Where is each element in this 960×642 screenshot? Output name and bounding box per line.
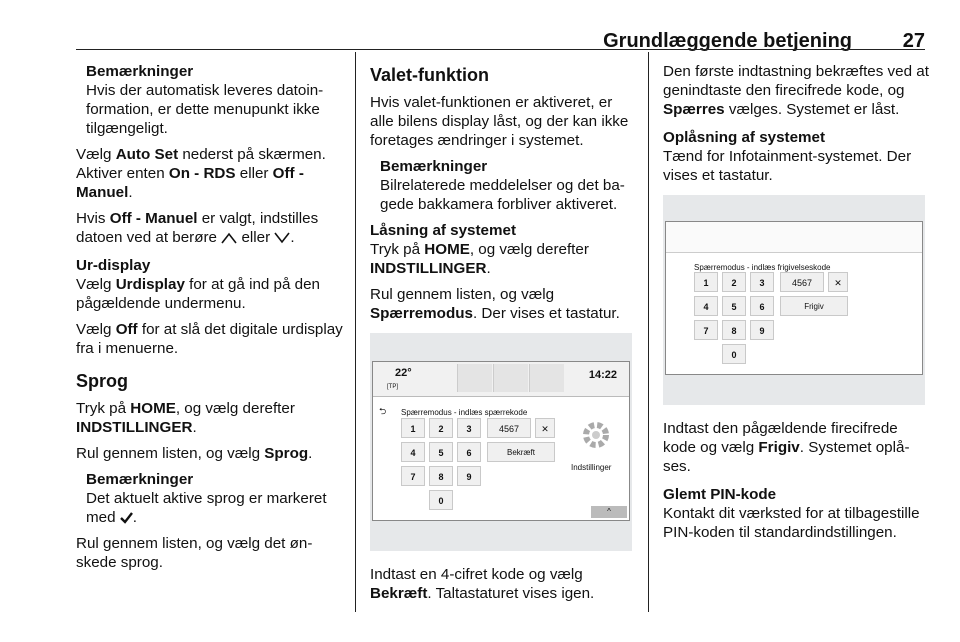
release-button[interactable]: Frigiv [780,296,848,316]
subheading: Oplåsning af systemet [663,129,826,146]
key[interactable]: 9 [750,320,774,340]
key[interactable]: 1 [401,418,425,438]
music-icon[interactable] [457,364,492,392]
lock-screen-figure [370,333,632,551]
key[interactable]: 8 [722,320,746,340]
status-bar [373,362,629,397]
column-divider [355,52,356,612]
column-1 [76,62,346,579]
column-3 [663,62,929,549]
column-divider [648,52,649,612]
subheading: Låsning af systemet [370,222,517,239]
note-box [76,470,346,527]
paragraph: Rul gennem listen, og vælg Sprog. [76,445,313,462]
collapse-icon[interactable]: ^ [591,506,627,518]
key[interactable]: 6 [457,442,481,462]
section-heading: Sprog [76,371,128,391]
chevron-down-icon [274,232,290,244]
key[interactable]: 3 [457,418,481,438]
checkmark-icon [120,512,133,524]
paragraph: Indtast en 4-cifret kode og vælg Bekræft. Taltastaturet vises igen. [370,566,595,602]
key[interactable]: 8 [429,466,453,486]
paragraph: Tænd for Infotainment-systemet. Der vises et tastatur. [663,148,912,184]
note-text: Bilrelaterede meddelelser og det bagede bakkamera forbliver aktiveret. [380,177,625,213]
code-display: 4567 [780,272,824,292]
note-text: Hvis der automatisk leveres datoinformation, er dette menupunkt ikke tilgængeligt. [86,82,324,137]
note-box [76,62,346,138]
paragraph: Vælg Urdisplay for at gå ind på den pågældende undermenu. [76,276,321,312]
paragraph: Vælg Off for at slå det digitale urdisplay fra i menuerne. [76,321,343,357]
temperature: 22° [395,367,412,379]
key[interactable]: 7 [401,466,425,486]
paragraph: Hvis valet-funktionen er aktiveret, er alle bilens display låst, og der kan ikke foretages ændringer i systemet. [370,94,629,149]
key[interactable]: 4 [401,442,425,462]
key[interactable]: 0 [722,344,746,364]
paragraph: Rul gennem listen, og vælg det ønskede sprog. [76,535,313,571]
note-box [370,157,634,214]
screen-title: Spærremodus - indlæs spærrekode [401,408,528,417]
settings-label[interactable]: Indstillinger [571,463,612,472]
delete-button[interactable]: ✕ [828,272,848,292]
paragraph: Hvis Off - Manuel er valgt, indstilles datoen ved at berøre eller . [76,210,319,246]
infotainment-screen [665,221,923,375]
paragraph: Vælg Auto Set nederst på skærmen. Aktiver enten On - RDS eller Off - Manuel. [76,146,326,201]
key[interactable]: 2 [722,272,746,292]
key[interactable]: 1 [694,272,718,292]
key[interactable]: 4 [694,296,718,316]
tp-indicator: [TP] [387,384,399,390]
status-bar [666,222,922,253]
header-rule [76,49,925,50]
note-title: Bemærkninger [380,158,488,175]
unlock-screen-figure [663,195,925,405]
clock: 14:22 [588,369,617,381]
paragraph: Tryk på HOME, og vælg derefter INDSTILLINGER. [370,241,589,277]
note-title: Bemærkninger [86,471,194,488]
key[interactable]: 7 [694,320,718,340]
gear-icon [579,418,613,452]
page-number: 27 [902,30,925,52]
subheading: Glemt PIN-kode [663,486,777,503]
subheading: Ur-display [76,257,151,274]
chevron-up-icon [221,232,237,244]
info-icon[interactable] [529,364,564,392]
paragraph: Indtast den pågældende firecifrede kode og vælg Frigiv. Systemet oplåses. [663,420,910,475]
key[interactable]: 9 [457,466,481,486]
phone-icon[interactable] [493,364,528,392]
delete-button[interactable]: ✕ [535,418,555,438]
key[interactable]: 2 [429,418,453,438]
header-title: Grundlæggende betjening [603,30,852,52]
key[interactable]: 5 [429,442,453,462]
paragraph: Den første indtastning bekræftes ved at genindtaste den firecifrede kode, og Spærres vælges. Systemet er låst. [663,63,929,118]
screen-title: Spærremodus - indlæs frigivelseskode [694,263,831,272]
column-2 [370,62,634,610]
paragraph: Tryk på HOME, og vælg derefter INDSTILLINGER. [76,400,295,436]
note-text: Det aktuelt aktive sprog er markeret med . [86,490,327,526]
infotainment-screen [372,361,630,521]
note-title: Bemærkninger [86,63,194,80]
confirm-button[interactable]: Bekræft [487,442,555,462]
section-heading: Valet-funktion [370,65,490,85]
paragraph: Rul gennem listen, og vælg Spærremodus. Der vises et tastatur. [370,286,620,322]
back-icon[interactable]: ⮌ [379,406,387,416]
key[interactable]: 0 [429,490,453,510]
key[interactable]: 6 [750,296,774,316]
key[interactable]: 5 [722,296,746,316]
paragraph: Kontakt dit værksted for at tilbagestille PIN-koden til standardindstillingen. [663,505,920,541]
key[interactable]: 3 [750,272,774,292]
code-display: 4567 [487,418,531,438]
